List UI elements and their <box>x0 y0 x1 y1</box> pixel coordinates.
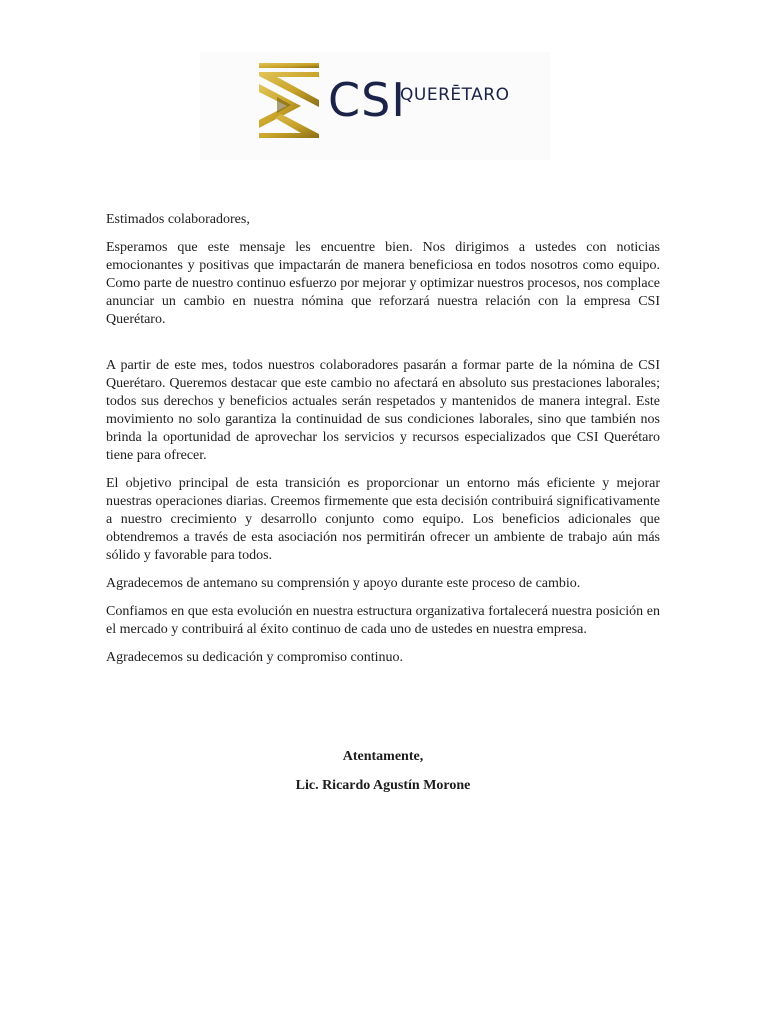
letter-paragraph-2: A partir de este mes, todos nuestros colaboradores pasarán a formar parte de la nómina de CSI Querétaro. Queremos destacar que este cambio no afectará en absoluto sus prestaciones laborales; todos sus derechos y beneficios actuales serán respetados y mantenidos de manera integral. Este movimiento no solo garantiza la continuidad de sus condiciones laborales, sino que también nos brinda la oportunidad de aprovechar los servicios y recursos especializados que CSI Querétaro tiene para ofrecer. <box>106 358 660 463</box>
letter-paragraph-5: Confiamos en que esta evolución en nuestra estructura organizativa fortalecerá nuestra posición en el mercado y contribuirá al éxito continuo de cada uno de ustedes en nuestra empresa. <box>106 604 660 637</box>
letter-closing <box>106 748 660 806</box>
letter-paragraph-6: Agradecemos su dedicación y compromiso continuo. <box>106 650 404 665</box>
logo-city-text: QUERĒTARO <box>400 85 510 105</box>
logo-brand-text: CSI <box>328 73 406 127</box>
csi-emblem-icon <box>257 62 321 140</box>
signer-name: Lic. Ricardo Agustín Morone <box>295 778 471 793</box>
letter-paragraph-1: Esperamos que este mensaje les encuentre bien. Nos dirigimos a ustedes con noticias emocionantes y positivas que impactarán de manera beneficiosa en todos nosotros como equipo. Como parte de nuestro continuo esfuerzo por mejorar y optimizar nuestros procesos, nos complace anunciar un cambio en nuestra nómina que reforzará nuestra relación con la empresa CSI Querétaro. <box>106 240 660 327</box>
company-logo <box>200 52 550 160</box>
letter-body <box>106 211 660 677</box>
letter-paragraph-4: Agradecemos de antemano su comprensión y apoyo durante este proceso de cambio. <box>106 576 581 591</box>
closing-salutation: Atentamente, <box>342 749 424 764</box>
letter-greeting: Estimados colaboradores, <box>106 212 250 227</box>
letter-paragraph-3: El objetivo principal de esta transición es proporcionar un entorno más eficiente y mejorar nuestras operaciones diarias. Creemos firmemente que esta decisión contribuirá significativamente a nuestro crecimiento y desarrollo conjunto como equipo. Los beneficios adicionales que obtendremos a través de esta asociación nos permitirán ofrecer un ambiente de trabajo aún más sólido y favorable para todos. <box>106 476 660 563</box>
